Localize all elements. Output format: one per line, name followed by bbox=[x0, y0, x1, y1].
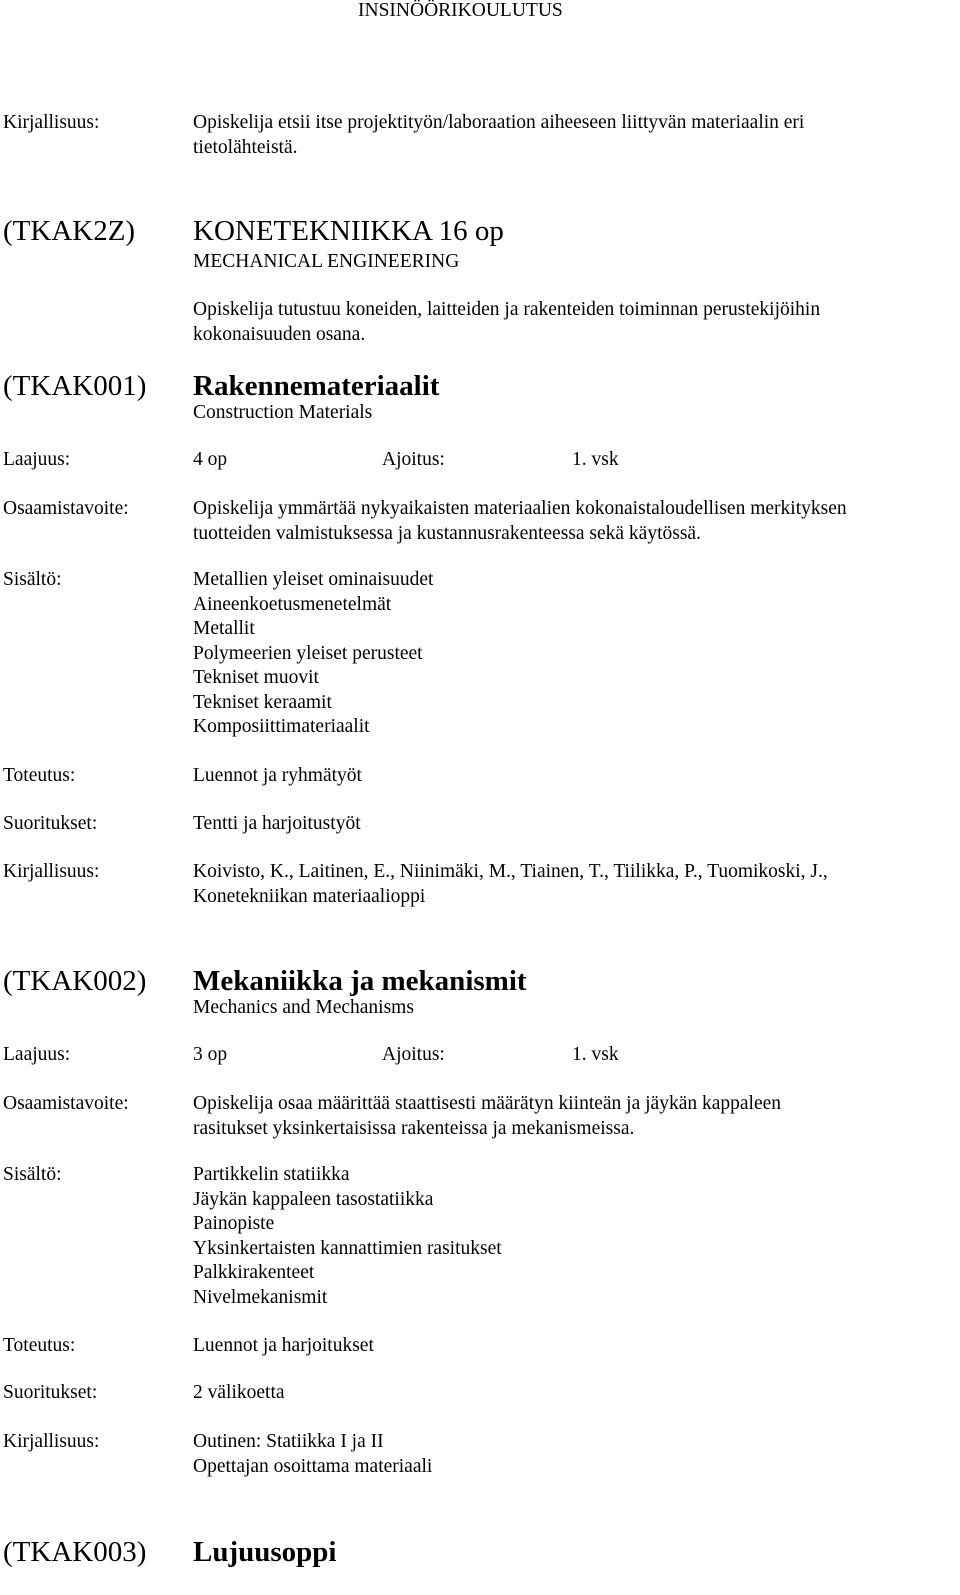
sisalto-item: Partikkelin statiikka bbox=[193, 1164, 350, 1185]
sisalto-item: Aineenkoetusmenetelmät bbox=[193, 593, 392, 615]
laajuus-value: 3 op bbox=[193, 1044, 228, 1065]
module-subtitle: MECHANICAL ENGINEERING bbox=[193, 251, 460, 272]
course-title: Lujuusoppi bbox=[193, 1536, 337, 1568]
osaamistavoite-line: rasitukset yksinkertaisissa rakenteissa ja mekanismeissa. bbox=[193, 1117, 635, 1139]
osaamistavoite-line: Opiskelija osaa määrittää staattisesti määrätyn kiinteän ja jäykän kappaleen bbox=[193, 1093, 782, 1114]
ajoitus-label: Ajoitus: bbox=[382, 449, 445, 470]
module-description bbox=[193, 298, 820, 347]
module-description-line: kokonaisuuden osana. bbox=[193, 323, 366, 345]
kirjallisuus-label: Kirjallisuus: bbox=[3, 861, 100, 882]
kirjallisuus-text bbox=[193, 860, 828, 909]
intro-kirjallisuus-label: Kirjallisuus: bbox=[3, 112, 100, 133]
laajuus-value: 4 op bbox=[193, 449, 228, 470]
kirjallisuus-text bbox=[193, 1430, 432, 1479]
intro-kirjallisuus-line: tietolähteistä. bbox=[193, 136, 298, 158]
suoritukset-value: 2 välikoetta bbox=[193, 1382, 285, 1403]
sisalto-item: Nivelmekanismit bbox=[193, 1286, 328, 1308]
toteutus-label: Toteutus: bbox=[3, 765, 76, 786]
module-title: KONETEKNIIKKA 16 op bbox=[193, 215, 504, 247]
osaamistavoite-label: Osaamistavoite: bbox=[3, 498, 129, 519]
course-subtitle: Mechanics and Mechanisms bbox=[193, 997, 414, 1018]
intro-kirjallisuus-text bbox=[193, 111, 804, 160]
ajoitus-value: 1. vsk bbox=[572, 1044, 619, 1065]
sisalto-item: Metallit bbox=[193, 618, 255, 639]
module-code: (TKAK2Z) bbox=[3, 215, 136, 247]
course-code: (TKAK002) bbox=[3, 965, 147, 997]
toteutus-value: Luennot ja harjoitukset bbox=[193, 1335, 374, 1356]
osaamistavoite-text bbox=[193, 1092, 781, 1141]
sisalto-item: Painopiste bbox=[193, 1213, 275, 1234]
course-title: Rakennemateriaalit bbox=[193, 370, 440, 402]
kirjallisuus-line: Konetekniikan materiaalioppi bbox=[193, 885, 426, 907]
osaamistavoite-line: Opiskelija ymmärtää nykyaikaisten materiaalien kokonaistaloudellisen merkityksen bbox=[193, 498, 847, 519]
sisalto-list bbox=[193, 1163, 502, 1310]
sisalto-item: Metallien yleiset ominaisuudet bbox=[193, 569, 434, 590]
suoritukset-label: Suoritukset: bbox=[3, 1382, 98, 1403]
course-code: (TKAK003) bbox=[3, 1536, 147, 1568]
intro-kirjallisuus-line: Opiskelija etsii itse projektityön/laboraation aiheeseen liittyvän materiaalin eri bbox=[193, 112, 805, 133]
kirjallisuus-line: Outinen: Statiikka I ja II bbox=[193, 1431, 384, 1452]
course-subtitle: Construction Materials bbox=[193, 402, 373, 423]
sisalto-item: Tekniset keraamit bbox=[193, 691, 332, 713]
sisalto-list bbox=[193, 568, 433, 740]
course-code: (TKAK001) bbox=[3, 370, 147, 402]
sisalto-item: Jäykän kappaleen tasostatiikka bbox=[193, 1188, 434, 1210]
suoritukset-value: Tentti ja harjoitustyöt bbox=[193, 813, 361, 834]
sisalto-item: Yksinkertaisten kannattimien rasitukset bbox=[193, 1237, 502, 1259]
course-title: Mekaniikka ja mekanismit bbox=[193, 965, 527, 997]
ajoitus-value: 1. vsk bbox=[572, 449, 619, 470]
ajoitus-label: Ajoitus: bbox=[382, 1044, 445, 1065]
module-description-line: Opiskelija tutustuu koneiden, laitteiden ja rakenteiden toiminnan perustekijöihin bbox=[193, 299, 821, 320]
sisalto-item: Polymeerien yleiset perusteet bbox=[193, 642, 423, 664]
osaamistavoite-text bbox=[193, 497, 847, 546]
suoritukset-label: Suoritukset: bbox=[3, 813, 98, 834]
toteutus-value: Luennot ja ryhmätyöt bbox=[193, 765, 362, 786]
sisalto-label: Sisältö: bbox=[3, 1164, 62, 1185]
page-header-title: INSINÖÖRIKOULUTUS bbox=[358, 0, 563, 21]
laajuus-label: Laajuus: bbox=[3, 1044, 71, 1065]
sisalto-item: Palkkirakenteet bbox=[193, 1262, 315, 1283]
osaamistavoite-label: Osaamistavoite: bbox=[3, 1093, 129, 1114]
sisalto-item: Komposiittimateriaalit bbox=[193, 716, 370, 737]
kirjallisuus-label: Kirjallisuus: bbox=[3, 1431, 100, 1452]
kirjallisuus-line: Opettajan osoittama materiaali bbox=[193, 1455, 433, 1477]
sisalto-label: Sisältö: bbox=[3, 569, 62, 590]
laajuus-label: Laajuus: bbox=[3, 449, 71, 470]
kirjallisuus-line: Koivisto, K., Laitinen, E., Niinimäki, M., Tiainen, T., Tiilikka, P., Tuomikoski, J., bbox=[193, 861, 828, 882]
sisalto-item: Tekniset muovit bbox=[193, 667, 319, 688]
osaamistavoite-line: tuotteiden valmistuksessa ja kustannusrakenteessa sekä käytössä. bbox=[193, 522, 701, 544]
toteutus-label: Toteutus: bbox=[3, 1335, 76, 1356]
